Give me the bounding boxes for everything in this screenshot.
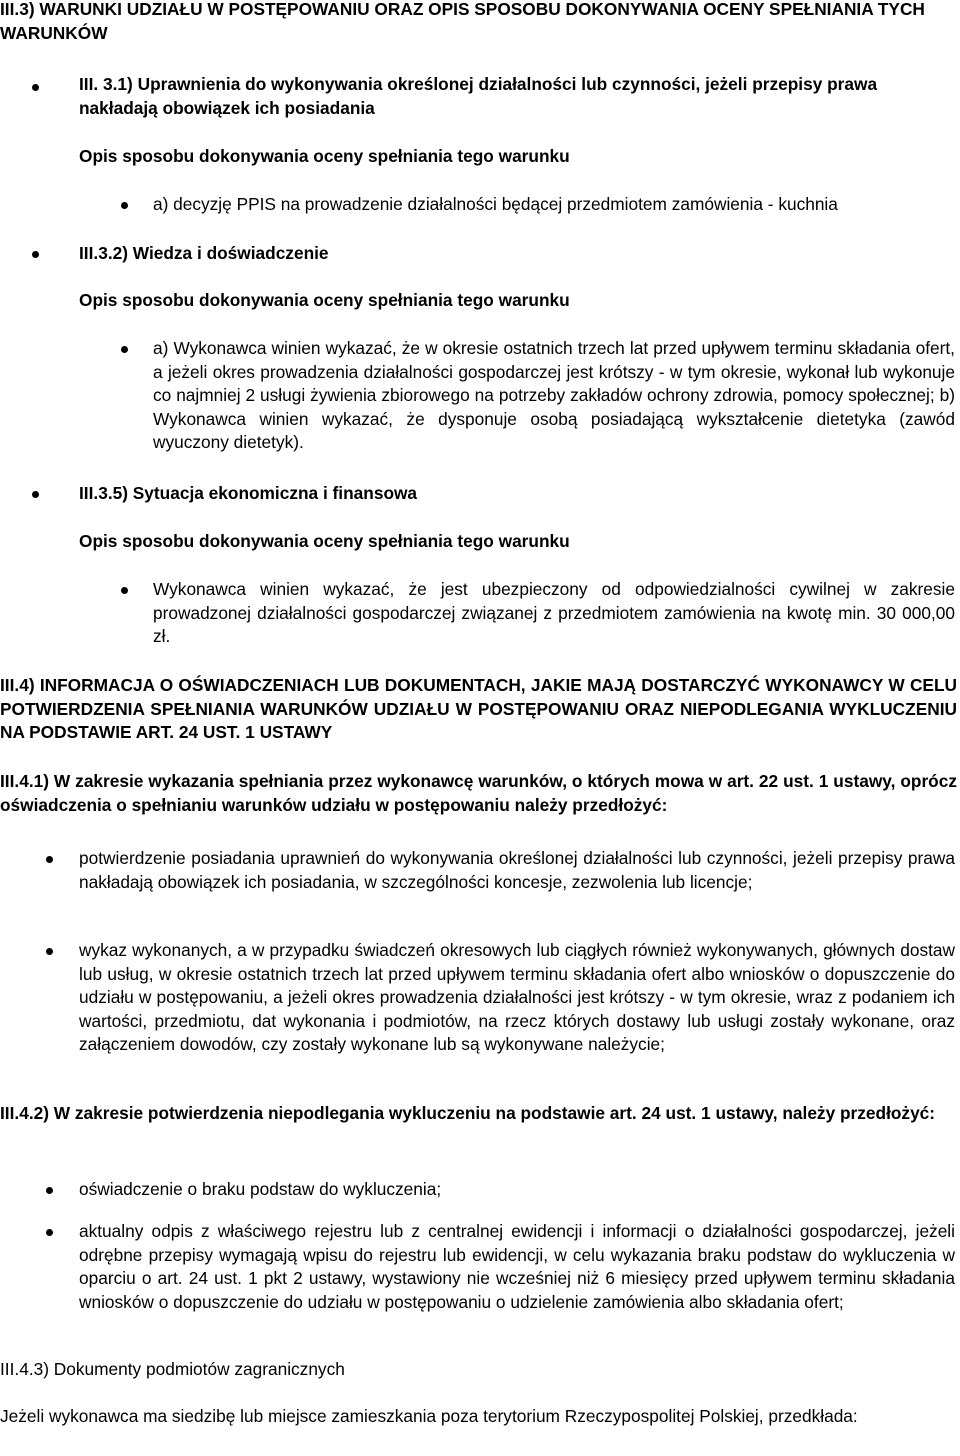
section-3-heading: III.3) WARUNKI UDZIAŁU W POSTĘPOWANIU ORAZ OPIS SPOSOBU DOKONYWANIA OCENY SPEŁNIANIA TYCH WARUNKÓW <box>0 0 925 43</box>
item-3-1-opis: Opis sposobu dokonywania oceny spełniania tego warunku <box>79 146 570 166</box>
sub-4-3-text: Jeżeli wykonawca ma siedzibę lub miejsce zamieszkania poza terytorium Rzeczypospolitej Polskiej, przedkłada: <box>0 1406 858 1426</box>
section-4-heading: III.4) INFORMACJA O OŚWIADCZENIACH LUB DOKUMENTACH, JAKIE MAJĄ DOSTARCZYĆ WYKONAWCY W CELU POTWIERDZENIA SPEŁNIANIA WARUNKÓW UDZIAŁU W POSTĘPOWANIU ORAZ NIEPODLEGANIA WYKLUCZENIU NA PODSTAWIE ART. 24 UST. 1 USTAWY <box>0 675 957 742</box>
item-3-5-opis: Opis sposobu dokonywania oceny spełniania tego warunku <box>79 531 570 551</box>
sub-4-3-title: III.4.3) Dokumenty podmiotów zagranicznych <box>0 1359 345 1379</box>
item-3-2-opis: Opis sposobu dokonywania oceny spełniania tego warunku <box>79 290 570 310</box>
sub-4-2-bullet-1: oświadczenie o braku podstaw do wykluczenia; <box>79 1179 442 1199</box>
item-3-2-bullet: a) Wykonawca winien wykazać, że w okresie ostatnich trzech lat przed upływem terminu składania ofert, a jeżeli okres prowadzenia działalności gospodarczej jest krótszy - w tym okresie, wykonał lub wykonuje co najmniej 2 usługi żywienia zbiorowego na potrzeby zakładów ochrony zdrowia, pomocy społecznej; b) Wykonawca winien wykazać, że dysponuje osobą posiadającą wykształcenie dietetyka (zawód wyuczony dietetyk). <box>153 338 955 452</box>
item-3-5-bullet: Wykonawca winien wykazać, że jest ubezpieczony od odpowiedzialności cywilnej w zakresie prowadzonej działalności gospodarczej związanej z przedmiotem zamówienia na kwotę min. 30 000,00 zł. <box>153 579 955 646</box>
bullet-icon <box>46 1229 53 1236</box>
bullet-icon <box>32 251 39 258</box>
item-3-2-title: III.3.2) Wiedza i doświadczenie <box>79 243 329 263</box>
bullet-icon <box>46 856 53 863</box>
sub-4-1-bullet-1: potwierdzenie posiadania uprawnień do wykonywania określonej działalności lub czynności, jeżeli przepisy prawa nakładają obowiązek ich posiadania, w szczególności koncesje, zezwolenia lub licencje; <box>79 848 955 892</box>
bullet-icon <box>32 84 39 91</box>
item-3-1-bullet: a) decyzję PPIS na prowadzenie działalności będącej przedmiotem zamówienia - kuchnia <box>153 194 838 214</box>
bullet-icon <box>121 587 128 594</box>
sub-4-1-title: III.4.1) W zakresie wykazania spełniania przez wykonawcę warunków, o których mowa w art. 22 ust. 1 ustawy, oprócz oświadczenia o spełnianiu warunków udziału w postępowaniu należy przedłożyć: <box>0 771 957 815</box>
sub-4-2-bullet-2: aktualny odpis z właściwego rejestru lub z centralnej ewidencji i informacji o działalności gospodarczej, jeżeli odrębne przepisy wymagają wpisu do rejestru lub ewidencji, w celu wykazania braku podstaw do wykluczenia w oparciu o art. 24 ust. 1 pkt 2 ustawy, wystawiony nie wcześniej niż 6 miesięcy przed upływem terminu składania wniosków o dopuszczenie do udziału w postępowaniu o udzielenie zamówienia albo składania ofert; <box>79 1221 955 1312</box>
sub-4-1-bullet-2: wykaz wykonanych, a w przypadku świadczeń okresowych lub ciągłych również wykonywanych, głównych dostaw lub usług, w okresie ostatnich trzech lat przed upływem terminu składania ofert albo wniosków o dopuszczenie do udziału w postępowaniu, a jeżeli okres prowadzenia działalności jest krótszy - w tym okresie, wraz z podaniem ich wartości, przedmiotu, dat wykonania i podmiotów, na rzecz których dostawy lub usługi zostały wykonane, oraz załączeniem dowodów, czy zostały wykonane lub są wykonywane należycie; <box>79 940 955 1054</box>
sub-4-2-title: III.4.2) W zakresie potwierdzenia niepodlegania wykluczeniu na podstawie art. 24 ust. 1 ustawy, należy przedłożyć: <box>0 1103 936 1123</box>
item-3-1-title: III. 3.1) Uprawnienia do wykonywania określonej działalności lub czynności, jeżeli przepisy prawa nakładają obowiązek ich posiadania <box>79 74 878 118</box>
bullet-icon <box>46 1187 53 1194</box>
bullet-icon <box>121 202 128 209</box>
bullet-icon <box>32 491 39 498</box>
item-3-5-title: III.3.5) Sytuacja ekonomiczna i finansowa <box>79 483 418 503</box>
bullet-icon <box>46 948 53 955</box>
bullet-icon <box>121 346 128 353</box>
